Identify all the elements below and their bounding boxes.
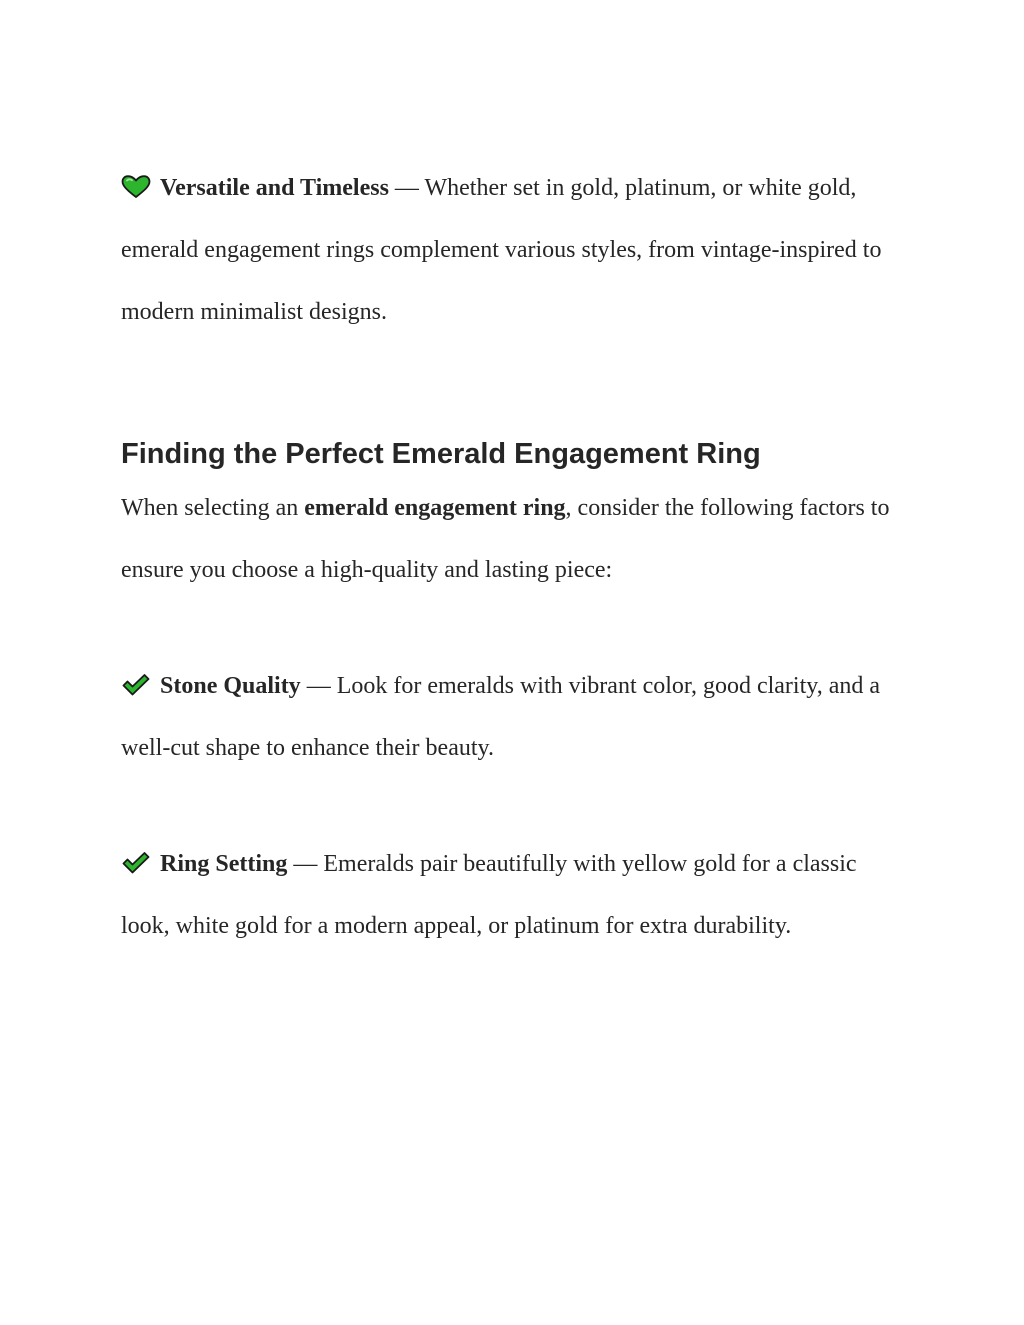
em-dash: — — [287, 851, 324, 877]
intro-text-start: When selecting an — [121, 495, 305, 521]
em-dash: — — [300, 673, 337, 699]
feature-text: Whether set in gold, platinum, or white gold, emerald engagement rings complement various styles, from vintage-inspired to modern minimalist designs. — [121, 175, 882, 325]
factor-text: Emeralds pair beautifully with yellow gold for a classic look, white gold for a modern appeal, or platinum for extra durability. — [121, 851, 857, 939]
factor-paragraph-ring-setting — [121, 833, 911, 957]
intro-text-end: , consider the following factors to ensure you choose a high-quality and lasting piece: — [121, 495, 890, 583]
feature-paragraph-versatile — [121, 157, 911, 343]
factor-title: Stone Quality — [160, 673, 301, 699]
intro-paragraph — [121, 477, 911, 601]
check-mark-icon — [121, 673, 151, 697]
section-heading: Finding the Perfect Emerald Engagement Ring — [121, 438, 761, 470]
factor-paragraph-stone-quality — [121, 655, 911, 779]
feature-title: Versatile and Timeless — [160, 175, 389, 201]
intro-bold-text: emerald engagement ring — [304, 495, 566, 521]
green-heart-icon — [121, 175, 151, 199]
check-mark-icon — [121, 851, 151, 875]
em-dash: — — [388, 175, 425, 201]
factor-text: Look for emeralds with vibrant color, good clarity, and a well-cut shape to enhance their beauty. — [121, 673, 881, 761]
factor-title: Ring Setting — [160, 851, 288, 877]
